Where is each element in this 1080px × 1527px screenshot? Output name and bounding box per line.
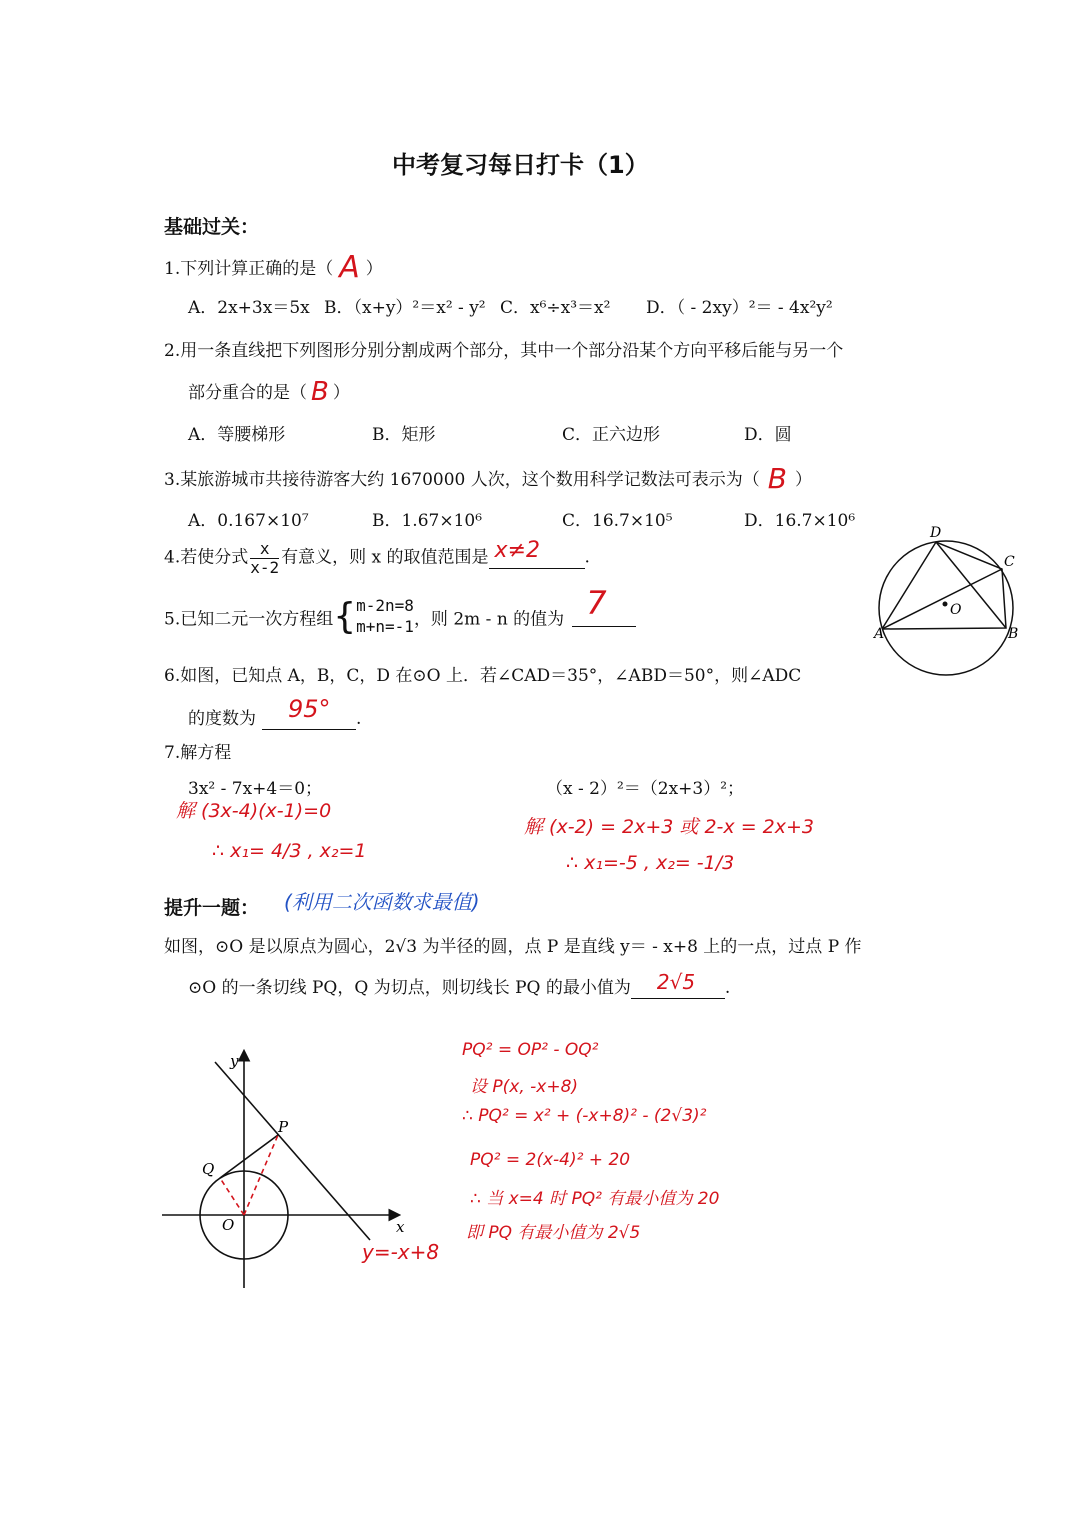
work-line-5: ∴ 当 x=4 时 PQ² 有最小值为 20 xyxy=(470,1189,720,1209)
label-b: B xyxy=(1008,626,1019,642)
q2-option-b: B．矩形 xyxy=(372,425,436,445)
q7-work-b1: 解 (x-2) = 2x+3 或 2-x = 2x+3 xyxy=(524,816,815,838)
q5-post: ，则 2m - n 的值为 xyxy=(413,609,565,630)
work-line-6: 即 PQ 有最小值为 2√5 xyxy=(466,1223,641,1243)
q5-pre: 5.已知二元一次方程组 xyxy=(164,609,334,630)
q5-answer: 7 xyxy=(586,584,607,623)
problem-line-2 xyxy=(188,970,731,999)
q3-stem: 3.某旅游城市共接待游客大约 1670000 人次，这个数用科学记数法可表示为（ xyxy=(164,470,760,490)
work-line-4: PQ² = 2(x-4)² + 20 xyxy=(470,1150,631,1170)
q1-answer: A xyxy=(339,250,360,285)
q4-blank xyxy=(489,537,585,569)
question-7: 7.解方程 xyxy=(164,743,232,763)
page-title: 中考复习每日打卡（1） xyxy=(392,151,649,179)
q3-option-a: A．0.167×10⁷ xyxy=(188,511,309,531)
q3-option-b: B．1.67×10⁶ xyxy=(372,511,483,531)
q5-eq2: m+n=-1 xyxy=(356,616,414,636)
q2-close: ） xyxy=(332,383,350,403)
work-line-2: 设 P(x, -x+8) xyxy=(470,1077,579,1097)
question-5 xyxy=(164,584,636,638)
label-o: O xyxy=(950,602,962,618)
question-1 xyxy=(164,250,383,285)
circle-o xyxy=(879,541,1013,675)
section-2-note: (利用二次函数求最值) xyxy=(284,890,480,914)
q4-end: . xyxy=(584,547,590,568)
q3-option-d: D．16.7×10⁶ xyxy=(744,511,856,531)
circle-figure xyxy=(870,520,1030,680)
question-6: 6.如图，已知点 A，B，C，D 在⊙O 上．若∠CAD＝35°，∠ABD＝50°，则∠ADC xyxy=(164,666,802,686)
problem-answer: 2√5 xyxy=(656,970,696,994)
q1-option-c: C．x⁶÷x³＝x² xyxy=(500,298,611,318)
label-p: P xyxy=(278,1118,289,1136)
q6-answer: 95° xyxy=(288,695,331,723)
q3-option-c: C．16.7×10⁵ xyxy=(562,511,673,531)
segment-bd xyxy=(936,542,1006,628)
problem-blank xyxy=(631,970,725,999)
q2-option-d: D．圆 xyxy=(744,425,792,445)
q6-end: . xyxy=(356,709,362,729)
q2-answer: B xyxy=(311,377,329,407)
q2-stem2: 部分重合的是（ xyxy=(188,383,307,403)
q1-close: ） xyxy=(365,259,383,279)
q4-post: 有意义，则 x 的取值范围是 xyxy=(281,547,489,568)
q4-denominator: x-2 xyxy=(250,557,280,577)
q1-option-b: B．（x+y）²＝x² - y² xyxy=(324,298,486,318)
line-equation-handwritten: y=-x+8 xyxy=(362,1240,440,1264)
q2-option-c: C．正六边形 xyxy=(562,425,661,445)
q6-stem2: 的度数为 xyxy=(188,709,256,729)
problem-stem2: ⊙O 的一条切线 PQ，Q 为切点，则切线长 PQ 的最小值为 xyxy=(188,978,631,998)
q5-eq1: m-2n=8 xyxy=(356,596,414,615)
center-dot xyxy=(943,602,948,607)
q3-answer: B xyxy=(767,462,787,495)
section-heading-advanced: 提升一题： xyxy=(164,897,260,919)
q7-equation-b: （x - 2）²＝（2x+3）²； xyxy=(546,779,745,799)
q4-fraction xyxy=(250,540,279,576)
q7-work-a1: 解 (3x-4)(x-1)=0 xyxy=(176,800,332,822)
q1-option-d: D．（ - 2xy）²＝ - 4x²y² xyxy=(646,298,833,318)
q1-stem: 1.下列计算正确的是（ xyxy=(164,259,334,279)
q7-work-b2: ∴ x₁=-5 , x₂= -1/3 xyxy=(566,852,735,874)
q5-brace: { xyxy=(333,595,357,637)
problem-line-1: 如图，⊙O 是以原点为圆心，2√3 为半径的圆，点 P 是直线 y＝ - x+8 上的一点，过点 P 作 xyxy=(164,937,862,957)
work-line-1: PQ² = OP² - OQ² xyxy=(462,1040,599,1060)
q4-answer: x≠2 xyxy=(494,537,540,563)
q3-close: ） xyxy=(794,470,812,490)
work-line-3: ∴ PQ² = x² + (-x+8)² - (2√3)² xyxy=(462,1106,707,1126)
dashed-oq xyxy=(220,1178,244,1215)
question-3 xyxy=(164,462,812,495)
question-4 xyxy=(164,537,590,577)
q6-blank xyxy=(262,695,356,730)
label-c: C xyxy=(1004,554,1015,570)
line-y-neg-x-plus-8 xyxy=(215,1062,370,1240)
problem-end: . xyxy=(724,978,731,998)
label-o: O xyxy=(222,1216,235,1234)
q7-work-a2: ∴ x₁= 4/3 , x₂=1 xyxy=(212,840,367,862)
section-heading-basic: 基础过关： xyxy=(164,216,260,238)
question-2-line2 xyxy=(188,377,350,407)
q2-option-a: A．等腰梯形 xyxy=(188,425,286,445)
label-x: x xyxy=(396,1218,405,1236)
q5-blank xyxy=(572,584,636,627)
question-2: 2.用一条直线把下列图形分别分割成两个部分，其中一个部分沿某个方向平移后能与另一个 xyxy=(164,341,844,361)
label-y: y xyxy=(230,1052,239,1070)
q5-system xyxy=(356,596,414,638)
label-q: Q xyxy=(202,1160,215,1178)
q4-numerator: x xyxy=(250,540,279,559)
q4-pre: 4.若使分式 xyxy=(164,547,249,568)
label-d: D xyxy=(930,525,942,541)
question-6-line2 xyxy=(188,695,362,730)
label-a: A xyxy=(874,626,885,642)
q1-option-a: A．2x+3x＝5x xyxy=(188,298,310,318)
q7-equation-a: 3x² - 7x+4＝0； xyxy=(188,779,323,799)
